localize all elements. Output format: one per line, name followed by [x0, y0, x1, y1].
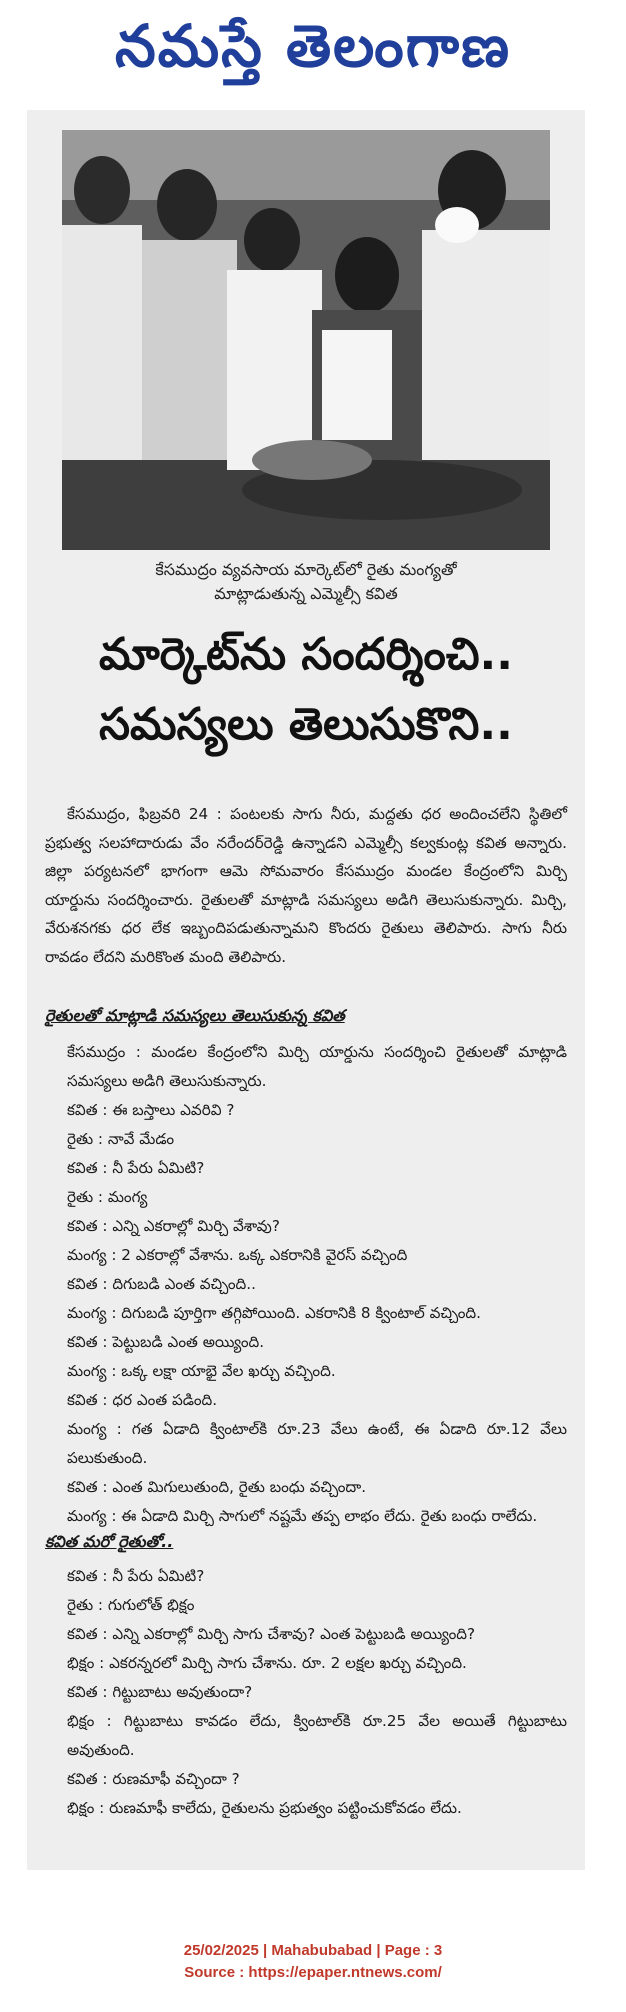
dialogue-line: కవిత : గిట్టుబాటు అవుతుందా?: [67, 1683, 253, 1701]
dialogue-line: మంగ్య : ఒక్క లక్షా యాభై వేల ఖర్చు వచ్చింది.: [67, 1362, 336, 1380]
headline-line-1: మార్కెట్‌ను సందర్శించి..: [99, 629, 513, 680]
dialogue-line: భిక్షం : రుణమాఫీ కాలేదు, రైతులను ప్రభుత్వం పట్టించుకోవడం లేదు.: [67, 1799, 462, 1817]
section1-conversation: [45, 1038, 567, 1531]
dialogue-line: మంగ్య : ఈ ఏడాది మిర్చి సాగులో నష్టమే తప్ప లాభం లేదు. రైతు బంధు రాలేదు.: [67, 1507, 538, 1525]
footer-source-link[interactable]: Source : https://epaper.ntnews.com/: [184, 1964, 442, 1981]
headline-line-2: సమస్యలు తెలుసుకొని..: [99, 699, 513, 750]
caption-line-1: కేసముద్రం వ్యవసాయ మార్కెట్‌లో రైతు మంగ్యతో: [155, 560, 457, 579]
dialogue-line: కవిత : ఎన్ని ఎకరాల్లో మిర్చి వేశావు?: [67, 1217, 280, 1235]
dialogue-line: కవిత : ఈ బస్తాలు ఎవరివి ?: [67, 1101, 235, 1119]
news-photo: [62, 130, 550, 550]
dialogue-line: కవిత : ధర ఎంత పడింది.: [67, 1391, 218, 1409]
masthead-title: నమస్తే తెలంగాణ: [115, 12, 511, 80]
footer: [0, 1940, 626, 1984]
dialogue-line: భిక్షం : గిట్టుబాటు కావడం లేదు, క్వింటాల్‌కి రూ.25 వేల అయితే గిట్టుబాటు అవుతుంది.: [67, 1712, 567, 1759]
dialogue-line: కవిత : రుణమాఫీ వచ్చిందా ?: [67, 1770, 240, 1788]
dialogue-line: కవిత : ఎంత మిగులుతుంది, రైతు బంధు వచ్చిందా.: [67, 1478, 367, 1496]
intro-text: కేసముద్రం, ఫిబ్రవరి 24 : పంటలకు సాగు నీరు, మద్దతు ధర అందించలేని స్థితిలో ప్రభుత్వ సలహాదారుడు వేం నరేందర్‌రెడ్డి ఉన్నాడని ఎమ్మెల్సీ కల్వకుంట్ల కవిత అన్నారు. జిల్లా పర్యటనలో భాగంగా ఆమె సోమవారం కేసముద్రం మండల కేంద్రంలోని మిర్చి యార్డును సందర్శించారు. రైతులతో మాట్లాడి సమస్యలు అడిగి తెలుసుకున్నారు. మిర్చి, వేరుశనగకు ధర లేక ఇబ్బందిపడుతున్నామని కొందరు రైతులు తెలిపారు. సాగు నీరు రావడం లేదని మరికొంత మంది తెలిపారు.: [45, 805, 567, 966]
section1-subhead: రైతులతో మాట్లాడి సమస్యలు తెలుసుకున్న కవిత: [45, 1006, 345, 1025]
footer-date-edition: 25/02/2025 | Mahabubabad | Page : 3: [183, 1942, 443, 1959]
caption-line-2: మాట్లాడుతున్న ఎమ్మెల్సీ కవిత: [214, 584, 398, 603]
dialogue-line: రైతు : గుగులోత్ భిక్షం: [67, 1596, 195, 1614]
dialogue-line: భిక్షం : ఎకరన్నరలో మిర్చి సాగు చేశాను. రూ. 2 లక్షల ఖర్చు వచ్చింది.: [67, 1654, 467, 1672]
article-panel: [27, 110, 585, 1870]
dialogue-line: కవిత : నీ పేరు ఏమిటి?: [67, 1567, 205, 1585]
photo-icon: [62, 130, 550, 550]
section2-conversation: [45, 1562, 567, 1823]
dialogue-line: మంగ్య : గత ఏడాది క్వింటాల్‌కి రూ.23 వేలు ఉంటే, ఈ ఏడాది రూ.12 వేలు పలుకుతుంది.: [67, 1420, 567, 1467]
section1-lead: కేసముద్రం : మండల కేంద్రంలోని మిర్చి యార్డును సందర్శించి రైతులతో మాట్లాడి సమస్యలు అడిగి తెలుసుకున్నారు.: [67, 1043, 567, 1090]
dialogue-line: కవిత : పెట్టుబడి ఎంత అయ్యింది.: [67, 1333, 265, 1351]
dialogue-line: మంగ్య : దిగుబడి పూర్తిగా తగ్గిపోయింది. ఎకరానికి 8 క్వింటాల్ వచ్చింది.: [67, 1304, 481, 1322]
headline: [42, 620, 570, 760]
dialogue-line: రైతు : నావే మేడం: [67, 1130, 175, 1148]
intro-paragraph: [45, 800, 567, 971]
dialogue-line: మంగ్య : 2 ఎకరాల్లో వేశాను. ఒక్క ఎకరానికి వైరస్ వచ్చింది: [67, 1246, 408, 1264]
dialogue-line: కవిత : నీ పేరు ఏమిటి?: [67, 1159, 205, 1177]
dialogue-line: కవిత : ఎన్ని ఎకరాల్లో మిర్చి సాగు చేశావు? ఎంత పెట్టుబడి అయ్యింది?: [67, 1625, 476, 1643]
dialogue-line: రైతు : మంగ్య: [67, 1188, 148, 1206]
dialogue-line: కవిత : దిగుబడి ఎంత వచ్చింది..: [67, 1275, 256, 1293]
section2-subhead: కవిత మరో రైతుతో..: [45, 1532, 174, 1551]
photo-caption: [62, 558, 550, 606]
